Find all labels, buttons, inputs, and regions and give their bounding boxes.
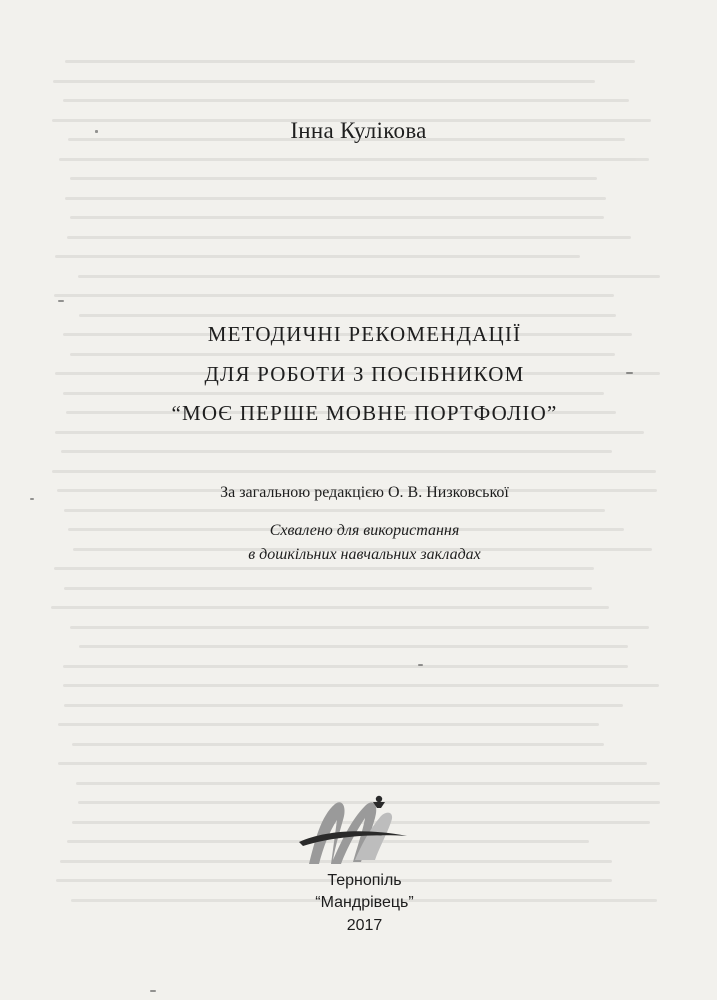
bleed-line [52, 470, 655, 473]
bleed-line [65, 60, 635, 63]
bleed-line [55, 431, 645, 434]
bleed-line [78, 275, 660, 278]
bleed-line [54, 567, 594, 570]
bleed-line [63, 665, 628, 668]
bleed-line [76, 782, 660, 785]
dust-speck [58, 300, 64, 302]
dust-speck [150, 990, 156, 992]
title-line-2: ДЛЯ РОБОТИ З ПОСІБНИКОМ [204, 362, 525, 386]
bleed-through-background [40, 40, 680, 920]
bleed-line [58, 723, 599, 726]
title-line-3: “МОЄ ПЕРШЕ МОВНЕ ПОРТФОЛІО” [171, 401, 558, 425]
bleed-line [54, 294, 614, 297]
approval-line-2: в дошкільних навчальних закладах [248, 546, 481, 563]
bleed-line [64, 704, 624, 707]
bleed-line [70, 177, 597, 180]
bleed-line [63, 684, 658, 687]
approval-line-1: Схвалено для використання [269, 522, 460, 539]
bleed-line [59, 158, 649, 161]
bleed-line [79, 314, 616, 317]
bleed-line [72, 743, 604, 746]
dust-speck [626, 372, 633, 374]
bleed-line [63, 392, 604, 395]
bleed-line [70, 216, 604, 219]
bleed-line [70, 353, 615, 356]
bleed-line [65, 197, 606, 200]
mandrivets-logo-icon [295, 790, 413, 870]
bleed-line [51, 606, 608, 609]
editor-line: За загальною редакцією О. В. Низковської [220, 484, 509, 501]
bleed-line [79, 645, 628, 648]
bleed-line [67, 236, 631, 239]
bleed-line [64, 587, 592, 590]
title-line-1: МЕТОДИЧНІ РЕКОМЕНДАЦІЇ [207, 322, 522, 346]
dust-speck [30, 498, 34, 500]
bleed-line [63, 99, 629, 102]
publisher-city: Тернопіль [327, 872, 402, 889]
dust-speck [418, 664, 423, 666]
bleed-line [64, 509, 605, 512]
bleed-line [53, 80, 595, 83]
bleed-line [55, 255, 580, 258]
publication-year: 2017 [346, 917, 383, 934]
bleed-line [70, 626, 648, 629]
bleed-line [61, 450, 613, 453]
author-name: Інна Кулікова [290, 118, 427, 143]
publisher-name: “Мандрівець” [315, 894, 414, 911]
dust-speck [95, 130, 98, 133]
bleed-line [58, 762, 647, 765]
